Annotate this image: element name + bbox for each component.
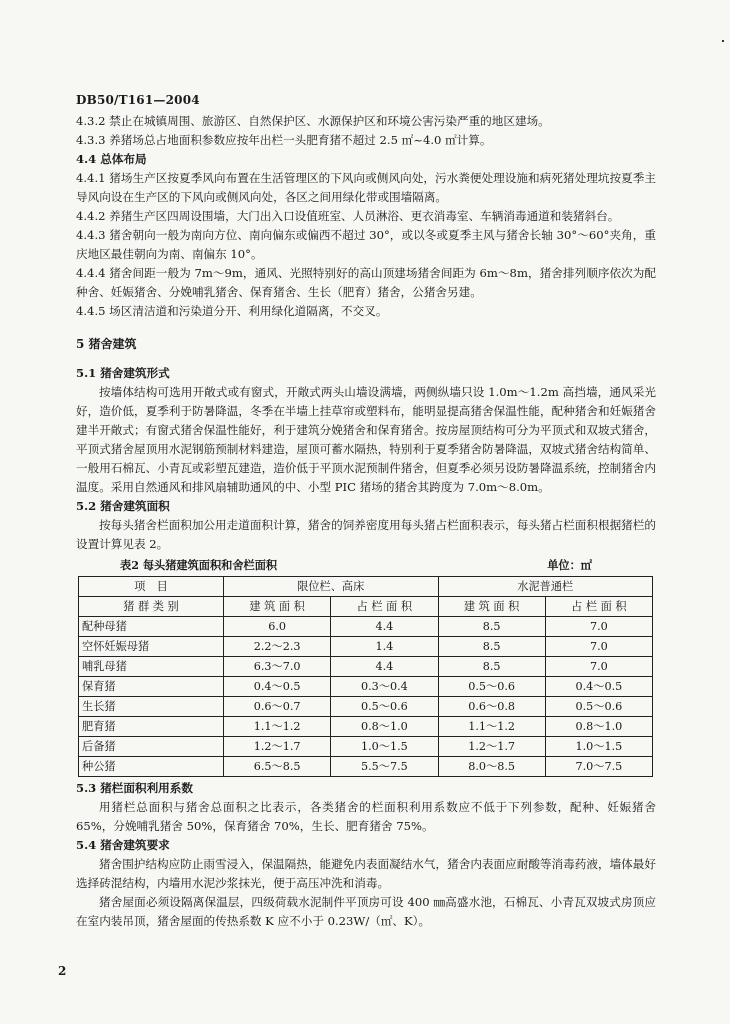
clause-4-4-1: 4.4.1 猪场生产区按夏季风向布置在生活管理区的下风向或侧风向处，污水粪便处理设施和病死猪处理坑按夏季主导风向设在生产区的下风向或侧风向处，各区之间用绿化带或围墙隔离。	[76, 171, 656, 204]
table-row	[79, 617, 653, 637]
heading-4-4: 4.4 总体布局	[76, 152, 147, 166]
table-row	[79, 697, 653, 717]
header-category: 猪 群 类 别	[79, 597, 224, 617]
row-name-cell: 哺乳母猪	[79, 657, 224, 677]
build-area-2-cell: 1.1～1.2	[438, 717, 545, 737]
occupy-area-1-cell: 0.5～0.6	[331, 697, 438, 717]
row-name-cell: 肥育猪	[79, 717, 224, 737]
header-build-area-1: 建 筑 面 积	[224, 597, 331, 617]
table-row	[79, 657, 653, 677]
doc-code: DB50/T161—2004	[76, 93, 200, 107]
header-group-cement: 水泥普通栏	[438, 577, 653, 597]
build-area-2-cell: 0.6～0.8	[438, 697, 545, 717]
build-area-2-cell: 8.0～8.5	[438, 757, 545, 777]
document-body	[76, 112, 656, 931]
area-table	[78, 576, 653, 777]
build-area-1-cell: 6.0	[224, 617, 331, 637]
clause-4-4-2: 4.4.2 养猪生产区四周设围墙，大门出入口设值班室、人员淋浴、更衣消毒室、车辆消毒通道和装猪斜台。	[76, 209, 620, 223]
header-item: 项 目	[79, 577, 224, 597]
row-name-cell: 保育猪	[79, 677, 224, 697]
table-row	[79, 677, 653, 697]
occupy-area-1-cell: 4.4	[331, 657, 438, 677]
occupy-area-1-cell: 5.5～7.5	[331, 757, 438, 777]
build-area-1-cell: 0.6～0.7	[224, 697, 331, 717]
heading-5-2: 5.2 猪舍建筑面积	[76, 499, 170, 513]
table-header-row-2	[79, 597, 653, 617]
heading-5-4: 5.4 猪舍建筑要求	[76, 838, 170, 852]
row-name-cell: 配种母猪	[79, 617, 224, 637]
build-area-2-cell: 8.5	[438, 617, 545, 637]
table-row	[79, 637, 653, 657]
heading-5-1: 5.1 猪舍建筑形式	[76, 366, 170, 380]
paragraph-5-2: 按每头猪舍栏面积加公用走道面积计算，猪舍的饲养密度用每头猪占栏面积表示，每头猪占栏面积根据猪栏的设置计算见表 2。	[76, 518, 656, 551]
table-row	[79, 757, 653, 777]
header-occupy-area-1: 占 栏 面 积	[331, 597, 438, 617]
row-name-cell: 生长猪	[79, 697, 224, 717]
occupy-area-2-cell: 7.0	[545, 637, 652, 657]
build-area-1-cell: 0.4～0.5	[224, 677, 331, 697]
build-area-2-cell: 0.5～0.6	[438, 677, 545, 697]
clause-4-4-3: 4.4.3 猪舍朝向一般为南向方位、南向偏东或偏西不超过 30°，或以冬或夏季主风与猪舍长轴 30°～60°夹角，重庆地区最佳朝向为南、南偏东 10°。	[76, 228, 656, 261]
row-name-cell: 种公猪	[79, 757, 224, 777]
build-area-1-cell: 1.2～1.7	[224, 737, 331, 757]
occupy-area-2-cell: 7.0～7.5	[545, 757, 652, 777]
header-occupy-area-2: 占 栏 面 积	[545, 597, 652, 617]
clause-4-3-2: 4.3.2 禁止在城镇周围、旅游区、自然保护区、水源保护区和环境公害污染严重的地区建场。	[76, 114, 550, 128]
occupy-area-2-cell: 0.4～0.5	[545, 677, 652, 697]
occupy-area-1-cell: 0.3～0.4	[331, 677, 438, 697]
occupy-area-2-cell: 1.0～1.5	[545, 737, 652, 757]
occupy-area-2-cell: 7.0	[545, 617, 652, 637]
row-name-cell: 后备猪	[79, 737, 224, 757]
heading-5: 5 猪舍建筑	[76, 337, 137, 351]
scan-mark	[722, 40, 724, 42]
occupy-area-1-cell: 4.4	[331, 617, 438, 637]
table-body	[79, 617, 653, 777]
paragraph-5-3: 用猪栏总面积与猪舍总面积之比表示，各类猪舍的栏面积利用系数应不低于下列参数，配种、妊娠猪舍 65%，分娩哺乳猪舍 50%，保育猪舍 70%，生长、肥育猪舍 75%。	[76, 800, 656, 833]
occupy-area-1-cell: 1.0～1.5	[331, 737, 438, 757]
paragraph-5-4-b: 猪舍屋面必须设隔离保温层，四级荷载水泥制件平顶房可设 400 ㎜高盛水池，石棉瓦、小青瓦双坡式房顶应在室内装吊顶，猪舍屋面的传热系数 K 应不小于 0.23W/（㎡、K）。	[76, 895, 656, 928]
build-area-1-cell: 6.5～8.5	[224, 757, 331, 777]
heading-5-3: 5.3 猪栏面积利用系数	[76, 781, 193, 795]
table-caption: 表2 每头猪建筑面积和舍栏面积	[120, 558, 278, 572]
build-area-1-cell: 1.1～1.2	[224, 717, 331, 737]
table-unit: 单位：㎡	[547, 558, 592, 572]
build-area-1-cell: 6.3～7.0	[224, 657, 331, 677]
occupy-area-1-cell: 0.8～1.0	[331, 717, 438, 737]
header-group-restraint: 限位栏、高床	[224, 577, 439, 597]
clause-4-3-3: 4.3.3 养猪场总占地面积参数应按年出栏一头肥育猪不超过 2.5 ㎡~4.0 ㎡计算。	[76, 133, 492, 147]
table-header-row-1	[79, 577, 653, 597]
build-area-2-cell: 8.5	[438, 637, 545, 657]
table-caption-row	[120, 556, 652, 575]
build-area-2-cell: 8.5	[438, 657, 545, 677]
clause-4-4-5: 4.4.5 场区清洁道和污染道分开、利用绿化道隔离，不交叉。	[76, 304, 388, 318]
table-row	[79, 737, 653, 757]
occupy-area-2-cell: 0.5～0.6	[545, 697, 652, 717]
occupy-area-2-cell: 7.0	[545, 657, 652, 677]
build-area-2-cell: 1.2～1.7	[438, 737, 545, 757]
header-build-area-2: 建 筑 面 积	[438, 597, 545, 617]
paragraph-5-1: 按墙体结构可选用开敞式或有窗式，开敞式两头山墙设满墙，两侧纵墙只设 1.0m～1.2m 高挡墙，通风采光好，造价低，夏季利于防暑降温，冬季在半墙上挂草帘或塑料布，能明显提高猪舍保温性能，配种猪舍和妊娠猪舍建半开敞式；有窗式猪舍保温性能好，利于建筑分娩猪舍和保育猪舍。按房屋顶结构可分为平顶式和双坡式猪舍，平顶式猪舍屋顶用水泥钢筋预制材料建造，屋顶可蓄水隔热，特别利于夏季猪舍防暑降温，双坡式猪舍结构简单、一般用石棉瓦、小青瓦或彩塑瓦建造，造价低于平顶水泥预制件猪舍，但夏季必须另设防暑降温系统，控制猪舍内温度。采用自然通风和排风扇辅助通风的中、小型 PIC 猪场的猪舍其跨度为 7.0m～8.0m。	[76, 385, 656, 494]
table-row	[79, 717, 653, 737]
paragraph-5-4-a: 猪舍围护结构应防止雨雪浸入，保温隔热，能避免内表面凝结水气，猪舍内表面应耐酸等消毒药液，墙体最好选择砖混结构，内墙用水泥沙浆抹光，便于高压冲洗和消毒。	[76, 857, 656, 890]
clause-4-4-4: 4.4.4 猪舍间距一般为 7m～9m，通风、光照特别好的高山顶建场猪舍间距为 6m～8m，猪舍排列顺序依次为配种舍、妊娠猪舍、分娩哺乳猪舍、保育猪舍、生长（肥育）猪舍，公猪舍另建。	[76, 266, 656, 299]
occupy-area-1-cell: 1.4	[331, 637, 438, 657]
occupy-area-2-cell: 0.8～1.0	[545, 717, 652, 737]
row-name-cell: 空怀妊娠母猪	[79, 637, 224, 657]
build-area-1-cell: 2.2～2.3	[224, 637, 331, 657]
page-number: 2	[58, 964, 67, 978]
